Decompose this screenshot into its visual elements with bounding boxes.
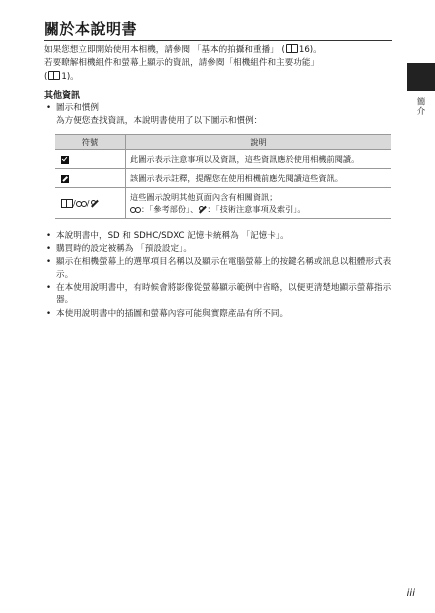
binoculars-icon xyxy=(76,201,87,207)
wrench-icon xyxy=(90,199,99,208)
header-symbol: 符號 xyxy=(55,135,126,150)
intro-line-1 xyxy=(44,44,394,57)
table-header-row xyxy=(55,135,391,150)
symbol-cell: / / xyxy=(55,188,126,219)
pencil-icon xyxy=(61,175,69,183)
section-tab-label: 簡介 xyxy=(415,97,425,116)
list-item-text: 在本使用說明書中，有時候會將影像從螢幕顯示範例中省略，以便更清楚地顯示螢幕指示器。 xyxy=(56,282,392,306)
notes-list xyxy=(46,230,392,321)
list-item-text: 顯示在相機螢幕上的選單項目名稱以及顯示在電腦螢幕上的按鍵名稱或訊息以粗體形式表示。 xyxy=(56,257,392,280)
title-rule xyxy=(44,40,392,41)
book-icon xyxy=(48,71,60,80)
bullet-dot: • xyxy=(46,231,52,241)
technical-notes-text: ：「技術注意事項及索引」。 xyxy=(207,204,306,214)
list-item xyxy=(46,243,392,256)
intro-ref-2: 1)。 xyxy=(61,71,79,82)
bullet-dot: • xyxy=(46,244,52,255)
description-cell xyxy=(126,188,392,219)
other-info-heading: 其他資訊 xyxy=(44,91,81,101)
wrench-icon xyxy=(198,205,207,214)
symbol-cell xyxy=(55,169,126,188)
table-row xyxy=(55,150,391,169)
intro-text-1: 如果您想立即開始使用本相機，請參閱 「基本的拍攝和重播」 ( xyxy=(44,45,285,55)
section-tab xyxy=(407,63,435,91)
bullet-dot: • xyxy=(46,282,52,293)
intro-line-2 xyxy=(44,57,394,70)
table-row xyxy=(55,169,391,188)
symbol-table xyxy=(55,134,391,219)
intro-ref-1: 16)。 xyxy=(298,45,322,55)
reference-section-text: ：「參考部份」、 xyxy=(141,204,199,214)
list-item xyxy=(46,282,392,307)
description-line-1: 這些圖示說明其他頁面內含有相關資訊； xyxy=(130,192,278,202)
list-item xyxy=(46,308,392,321)
symbol-cell xyxy=(55,150,126,169)
check-icon xyxy=(61,156,69,164)
book-icon xyxy=(286,44,298,53)
bullet-dot: • xyxy=(46,257,52,268)
description-line-2 xyxy=(130,203,387,215)
page-number: iii xyxy=(406,588,415,599)
intro-ref-2-pre: ( xyxy=(44,71,48,82)
list-item xyxy=(46,256,392,281)
header-description: 說明 xyxy=(126,135,392,150)
bullet-dot: • xyxy=(46,103,52,113)
binoculars-icon xyxy=(130,207,141,213)
table-row xyxy=(55,188,391,219)
icons-conventions-desc: 為方便您查找資訊，本說明書使用了以下圖示和慣例： xyxy=(56,116,263,126)
intro-text-2: 若要瞭解相機組件和螢幕上顯示的資訊，請參閱「相機組件和主要功能」 xyxy=(44,58,320,69)
list-item-text: 本使用說明書中的插圖和螢幕內容可能與實際產品有所不同。 xyxy=(56,308,289,319)
list-item-text: 購買時的設定被稱為 「預設設定」。 xyxy=(56,244,192,255)
icons-conventions-title: 圖示和慣例 xyxy=(56,103,99,113)
list-item-text: 本說明書中，SD 和 SDHC/SDXC 記憶卡統稱為 「記憶卡」。 xyxy=(56,231,289,241)
icons-conventions-item xyxy=(46,102,386,128)
description-cell: 此圖示表示注意事項以及資訊，這些資訊應於使用相機前閱讀。 xyxy=(126,150,392,169)
page-title: 關於本說明書 xyxy=(44,20,138,38)
book-icon xyxy=(61,199,73,208)
list-item xyxy=(46,230,392,243)
intro-paragraph xyxy=(44,44,394,84)
intro-line-3 xyxy=(44,71,394,84)
bullet-dot: • xyxy=(46,308,52,319)
description-cell: 該圖示表示註釋，提醒您在使用相機前應先閱讀這些資訊。 xyxy=(126,169,392,188)
